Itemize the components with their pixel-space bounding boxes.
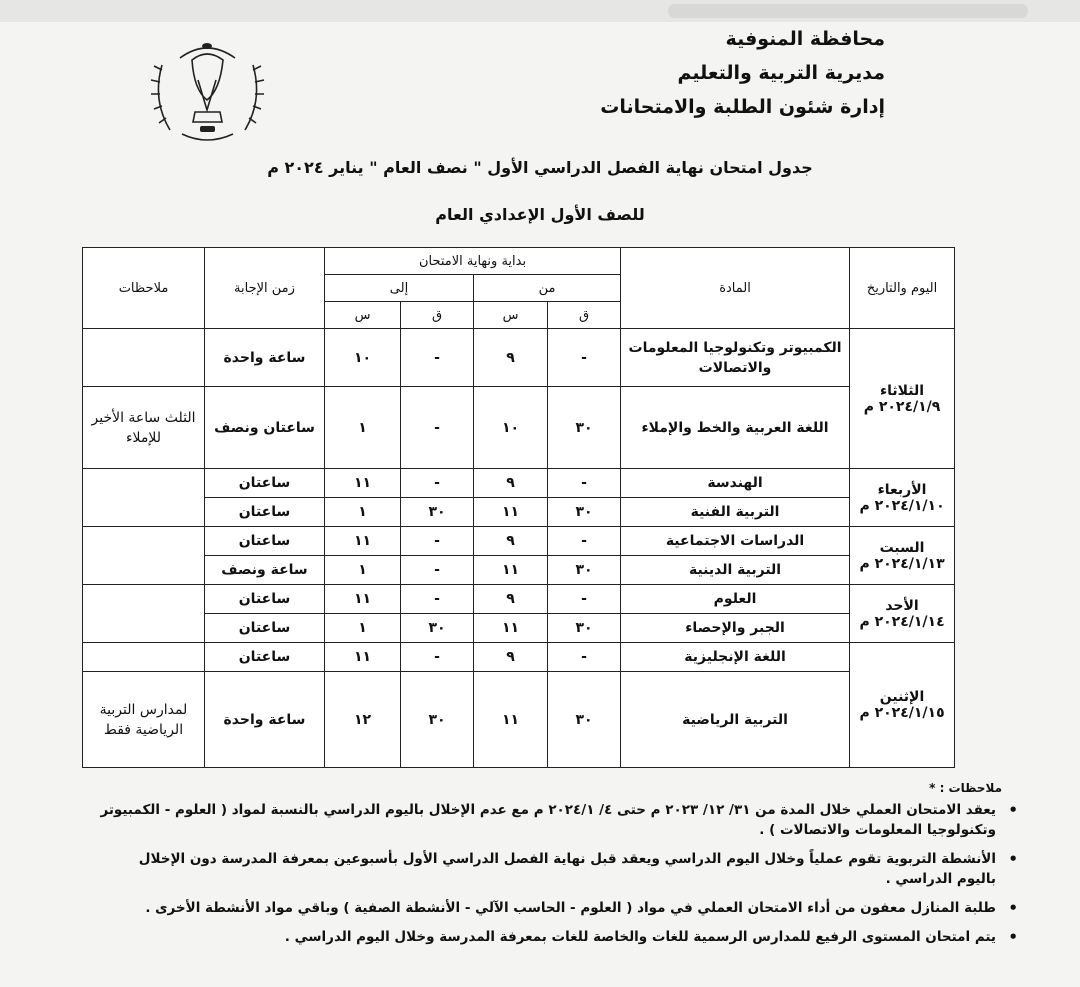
header-duration: زمن الإجابة: [205, 248, 325, 329]
to-minute-cell: -: [401, 329, 474, 387]
duration-cell: ساعتان: [205, 469, 325, 498]
from-hour-cell: ٩: [474, 469, 548, 498]
table-row: [83, 556, 955, 585]
bullet-icon: •: [1008, 928, 1018, 946]
table-row: [83, 672, 955, 768]
note-cell: [83, 469, 205, 527]
grade-title: للصف الأول الإعدادي العام: [435, 205, 645, 224]
top-bar-pill: [668, 4, 1028, 18]
header-from-minute: ق: [548, 302, 621, 329]
note-cell: الثلث ساعة الأخير للإملاء: [83, 387, 205, 469]
to-minute-cell: -: [401, 585, 474, 614]
to-minute-cell: -: [401, 387, 474, 469]
subject-cell: التربية الرياضية: [621, 672, 850, 768]
duration-cell: ساعتان: [205, 527, 325, 556]
header-start-end: بداية ونهاية الامتحان: [325, 248, 621, 275]
table-row: [83, 329, 955, 387]
table-row: [83, 498, 955, 527]
table-row: [83, 585, 955, 614]
to-hour-cell: ١١: [325, 469, 401, 498]
duration-cell: ساعة واحدة: [205, 329, 325, 387]
from-hour-cell: ١١: [474, 614, 548, 643]
header-from-hour: س: [474, 302, 548, 329]
to-minute-cell: ٣٠: [401, 672, 474, 768]
bullet-icon: •: [1008, 801, 1018, 819]
from-hour-cell: ١١: [474, 498, 548, 527]
header-subject: المادة: [621, 248, 850, 329]
top-bar: [0, 0, 1080, 22]
list-item: • الأنشطة التربوية تقوم عملياً وخلال اليوم الدراسي ويعقد قبل نهاية الفصل الدراسي الأول بأسبوعين بمعرفة المدرسة دون الإخلال باليوم الدراسي .: [138, 850, 1018, 887]
duration-cell: ساعتان: [205, 498, 325, 527]
to-hour-cell: ١١: [325, 527, 401, 556]
header-day-date: اليوم والتاريخ: [850, 248, 955, 329]
notes-title: ملاحظات : *: [929, 781, 1002, 795]
day-cell: الأربعاء ٢٠٢٤/١/١٠ م: [850, 469, 955, 527]
note-cell: [83, 643, 205, 672]
to-hour-cell: ١: [325, 614, 401, 643]
note-cell: [83, 527, 205, 585]
exam-schedule-table: [82, 247, 955, 768]
list-item: • طلبة المنازل معفون من أداء الامتحان العملي في مواد ( العلوم - الحاسب الآلي - الأنشطة الصفية ) وباقي مواد الأنشطة الأخرى .: [145, 899, 1018, 917]
from-minute-cell: ٣٠: [548, 614, 621, 643]
from-hour-cell: ٩: [474, 329, 548, 387]
from-hour-cell: ١١: [474, 672, 548, 768]
table-row: [83, 643, 955, 672]
from-minute-cell: -: [548, 329, 621, 387]
table-row: [83, 614, 955, 643]
department-name: إدارة شئون الطلبة والامتحانات: [600, 96, 885, 118]
list-item: • يتم امتحان المستوى الرفيع للمدارس الرسمية للغات والخاصة للغات بمعرفة المدرسة وخلال اليوم الدراسي .: [284, 928, 1018, 946]
header-notes: ملاحظات: [83, 248, 205, 329]
to-minute-cell: ٣٠: [401, 498, 474, 527]
duration-cell: ساعة ونصف: [205, 556, 325, 585]
duration-cell: ساعتان: [205, 585, 325, 614]
day-cell: الثلاثاء ٢٠٢٤/١/٩ م: [850, 329, 955, 469]
from-minute-cell: -: [548, 527, 621, 556]
subject-cell: التربية الفنية: [621, 498, 850, 527]
duration-cell: ساعتان: [205, 614, 325, 643]
from-minute-cell: -: [548, 643, 621, 672]
header-from: من: [474, 275, 621, 302]
note-cell: لمدارس التربية الرياضية فقط: [83, 672, 205, 768]
from-minute-cell: -: [548, 469, 621, 498]
header: [600, 22, 885, 124]
from-hour-cell: ٩: [474, 585, 548, 614]
duration-cell: ساعة واحدة: [205, 672, 325, 768]
from-minute-cell: ٣٠: [548, 387, 621, 469]
day-cell: السبت ٢٠٢٤/١/١٣ م: [850, 527, 955, 585]
governorate-name: محافظة المنوفية: [725, 28, 885, 50]
to-minute-cell: -: [401, 469, 474, 498]
from-minute-cell: -: [548, 585, 621, 614]
bullet-icon: •: [1008, 899, 1018, 917]
to-hour-cell: ١: [325, 498, 401, 527]
table-row: [83, 469, 955, 498]
notes-list: [98, 800, 1018, 956]
subject-cell: اللغة العربية والخط والإملاء: [621, 387, 850, 469]
day-cell: الإثنين ٢٠٢٤/١/١٥ م: [850, 643, 955, 768]
from-minute-cell: ٣٠: [548, 498, 621, 527]
list-item: • يعقد الامتحان العملي خلال المدة من ٣١/ ١٢/ ٢٠٢٣ م حتى ٤/ ٢٠٢٤/١ م مع عدم الإخلال باليوم الدراسي بالنسبة لمواد ( العلوم - الكمبيوتر وتكنولوجيا المعلومات والاتصالات ) .: [100, 801, 1018, 838]
header-to-hour: س: [325, 302, 401, 329]
schedule-title: جدول امتحان نهاية الفصل الدراسي الأول " نصف العام " يناير ٢٠٢٤ م: [267, 158, 813, 177]
to-minute-cell: ٣٠: [401, 614, 474, 643]
subject-cell: العلوم: [621, 585, 850, 614]
to-minute-cell: -: [401, 556, 474, 585]
to-hour-cell: ١: [325, 387, 401, 469]
from-hour-cell: ١١: [474, 556, 548, 585]
to-hour-cell: ١١: [325, 585, 401, 614]
subject-cell: الهندسة: [621, 469, 850, 498]
subject-cell: الجبر والإحصاء: [621, 614, 850, 643]
directorate-name: مديرية التربية والتعليم: [677, 62, 885, 84]
to-hour-cell: ١: [325, 556, 401, 585]
to-hour-cell: ١٠: [325, 329, 401, 387]
header-to-minute: ق: [401, 302, 474, 329]
note-cell: [83, 329, 205, 387]
subject-cell: التربية الدينية: [621, 556, 850, 585]
note-cell: [83, 585, 205, 643]
table-row: [83, 527, 955, 556]
eagle-emblem-icon: [140, 30, 275, 150]
day-cell: الأحد ٢٠٢٤/١/١٤ م: [850, 585, 955, 643]
to-hour-cell: ١٢: [325, 672, 401, 768]
to-hour-cell: ١١: [325, 643, 401, 672]
to-minute-cell: -: [401, 643, 474, 672]
header-to: إلى: [325, 275, 474, 302]
table-row: [83, 387, 955, 469]
to-minute-cell: -: [401, 527, 474, 556]
duration-cell: ساعتان: [205, 643, 325, 672]
duration-cell: ساعتان ونصف: [205, 387, 325, 469]
subject-cell: الكمبيوتر وتكنولوجيا المعلومات والاتصالات: [621, 329, 850, 387]
from-hour-cell: ٩: [474, 527, 548, 556]
from-hour-cell: ٩: [474, 643, 548, 672]
from-hour-cell: ١٠: [474, 387, 548, 469]
subject-cell: الدراسات الاجتماعية: [621, 527, 850, 556]
from-minute-cell: ٣٠: [548, 556, 621, 585]
subject-cell: اللغة الإنجليزية: [621, 643, 850, 672]
bullet-icon: •: [1008, 850, 1018, 868]
from-minute-cell: ٣٠: [548, 672, 621, 768]
